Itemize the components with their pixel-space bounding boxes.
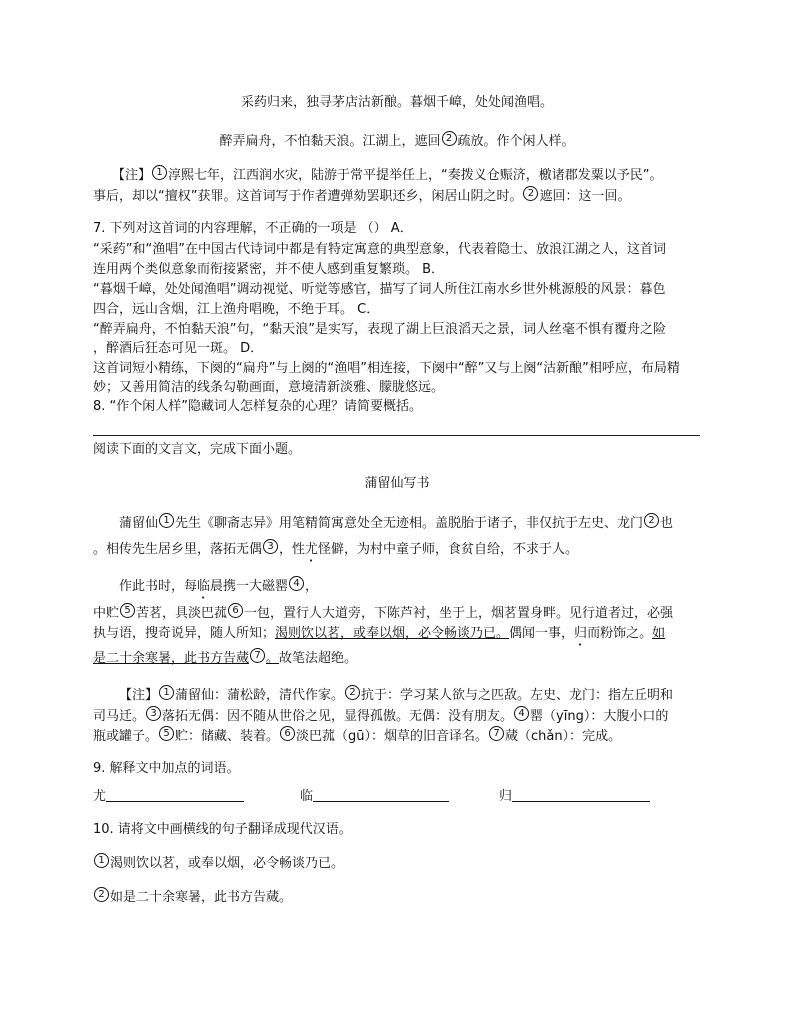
note-label: 【注】 [112, 168, 152, 183]
passage-text: 执与语，搜奇说异，随人所知； [93, 626, 276, 641]
option-text: 四合，远山含烟，江上渔舟唱晚，不绝于耳。 C． [93, 302, 380, 317]
passage-text: 怪僻，为村中童子师，食贫自给，不求于人。 [318, 542, 579, 557]
passage-line [93, 626, 665, 649]
option-text: “醉弄扁舟，不怕黏天浪”句，“黏天浪”是实写，表现了湖上巨浪滔天之景，词人丝毫不惧有覆舟之险 [93, 322, 666, 337]
dotted-word: 临 [197, 579, 211, 594]
poem-line-1: 采药归来，独寻茅店沽新酿。暮烟千嶂，处处闻渔唱。 [240, 95, 553, 110]
note-text: 事后，却以“擅权”获罪。这首词写于作者遭弹劾罢职还乡，闲居山阴之时。 [93, 189, 523, 204]
option-text: 连用两个类似意象而衔接紧密，并不使人感到重复繁琐。 B． [93, 262, 445, 277]
passage-text: 也 [660, 516, 674, 531]
question-8-stem: 8. “作个闲人样”隐藏词人怎样复杂的心理？请简要概括。 [93, 399, 423, 414]
answer-blank[interactable] [106, 789, 244, 802]
passage-text: 苦茗，具淡巴菰 [136, 606, 228, 621]
reading-intro: 阅读下面的文言文，完成下面小题。 [93, 442, 302, 457]
note-text: 淳熙七年，江西润水灾，陆游于常平提举任上，“奏拨义仓赈济，檄诸郡发粟以予民”。 [168, 168, 663, 183]
poem-line-2-text: 疏放。作个闲人样。 [457, 134, 575, 149]
underlined-sentence: 是二十余寒暑，此书方告蒇 [93, 651, 250, 666]
passage-line [119, 576, 318, 602]
note-1-line [93, 186, 631, 205]
dotted-word: 尤 [305, 542, 319, 557]
note-marker: 1 [152, 165, 167, 180]
note-marker: 1 [159, 685, 174, 700]
note-2-line [119, 685, 673, 704]
note-marker: 2 [523, 186, 538, 201]
passage-text: 而粉饰之。 [587, 626, 653, 641]
passage-text: ， [305, 579, 319, 594]
passage-line [119, 513, 673, 532]
answer-blank[interactable] [512, 789, 650, 802]
passage-line [93, 603, 673, 622]
note-marker: 6 [280, 726, 295, 741]
question-7-stem: 7. 下列对这首词的内容理解，不正确的一项是 （） A． [93, 221, 413, 236]
note-text: 瓶或罐子。 [93, 729, 159, 744]
note-1-line [112, 165, 663, 184]
note-marker: 3 [263, 539, 278, 554]
translation-sentence: 如是二十余寒暑，此书方告蒇。 [110, 890, 293, 905]
note-text: 司马迁。 [93, 709, 146, 724]
note-marker: 6 [228, 603, 243, 618]
note-marker: 7 [489, 726, 504, 741]
note-text: 遮回：这一回。 [539, 189, 631, 204]
answer-blank-row [93, 789, 650, 805]
question-10-stem: 10. 请将文中画横线的句子翻译成现代汉语。 [93, 822, 352, 837]
translation-item [93, 887, 292, 906]
passage-text: 一包，置行人大道旁，下陈芦衬，坐于上，烟茗置身畔。见行道者过，必强 [244, 606, 674, 621]
passage-text: 偶闻一事， [509, 626, 575, 641]
passage-text: 蒲留仙 [119, 516, 159, 531]
note-text: 罂（yīng）：大腹小口的 [530, 709, 669, 724]
passage-text: 先生《聊斋志异》用笔精简寓意处全无迹相。盖脱胎于诸子，非仅抗于左史、龙门 [175, 516, 644, 531]
passage-title: 蒲留仙写书 [364, 476, 430, 491]
translation-sentence: 渴则饮以茗，或奉以烟，必令畅谈乃已。 [110, 856, 345, 871]
translation-item [93, 853, 344, 872]
answer-line [93, 435, 700, 436]
word-label: 归 [499, 789, 513, 804]
note-text: 淡巴菰（gū）：烟草的旧音译名。 [296, 729, 489, 744]
passage-text: ，性 [279, 542, 306, 557]
passage-text: 中贮 [93, 606, 120, 621]
option-text: 这首词短小精练，下阕的“扁舟”与上阕的“渔唱”相连接，下阕中“醉”又与上阕“沽新酿”相呼应，布局精 [93, 361, 680, 376]
note-marker: 1 [159, 513, 174, 528]
note-marker: 4 [514, 706, 529, 721]
word-label: 尤 [93, 789, 107, 804]
item-marker: 2 [94, 887, 109, 902]
note-text: 落拓无偶：因不随从世俗之见，显得孤傲。无偶：没有朋友。 [162, 709, 514, 724]
note-text: 蒇（chǎn）：完成。 [505, 729, 622, 744]
note-marker: 2 [442, 131, 457, 146]
passage-text: 晨携一大磁罂 [210, 579, 289, 594]
passage-line [93, 648, 357, 667]
item-marker: 1 [94, 853, 109, 868]
underlined-sentence: 如 [652, 626, 666, 641]
note-marker: 7 [250, 648, 265, 663]
note-marker: 4 [289, 576, 304, 591]
option-text: “采药”和“渔唱”在中国古代诗词中都是有特定寓意的典型意象，代表着隐士、放浪江湖之人，这首词 [93, 242, 666, 257]
note-marker: 5 [120, 603, 135, 618]
option-text: “暮烟千嶂，处处闻渔唱”调动视觉、听觉等感官，描写了词人所住江南水乡世外桃源般的风景：暮色 [93, 282, 666, 297]
option-text: 妙；又善用简洁的线条勾勒画面，意境清新淡雅、朦胧悠远。 [93, 380, 445, 395]
note-label: 【注】 [119, 688, 159, 703]
question-9-stem: 9. 解释文中加点的词语。 [93, 761, 240, 776]
note-marker: 2 [345, 685, 360, 700]
word-label: 临 [300, 789, 314, 804]
note-2-line [93, 726, 621, 745]
note-marker: 5 [159, 726, 174, 741]
underlined-sentence: 渴则饮以茗，或奉以烟，必令畅谈乃已。 [275, 626, 510, 641]
answer-blank[interactable] [313, 789, 449, 802]
dotted-word: 归 [574, 626, 588, 641]
note-marker: 2 [644, 513, 659, 528]
poem-line-2-text: 醉弄扁舟，不怕黏天浪。江湖上，遮回 [219, 134, 441, 149]
passage-text: 作此书时，每 [119, 579, 198, 594]
passage-line [93, 539, 578, 565]
passage-text: 。相传先生居乡里，落拓无偶 [93, 542, 263, 557]
note-text: 抗于：学习某人欲与之匹敌。左史、龙门：指左丘明和 [361, 688, 674, 703]
passage-text: 故笔法超绝。 [279, 651, 358, 666]
note-marker: 3 [146, 706, 161, 721]
underlined-sentence: 。 [266, 651, 280, 666]
option-text: ，醉酒后狂态可见一斑。 D． [93, 341, 264, 356]
note-text: 贮：储藏、装着。 [175, 729, 280, 744]
poem-line-2 [0, 131, 794, 150]
note-2-line [93, 706, 668, 725]
note-text: 蒲留仙：蒲松龄，清代作家。 [175, 688, 345, 703]
